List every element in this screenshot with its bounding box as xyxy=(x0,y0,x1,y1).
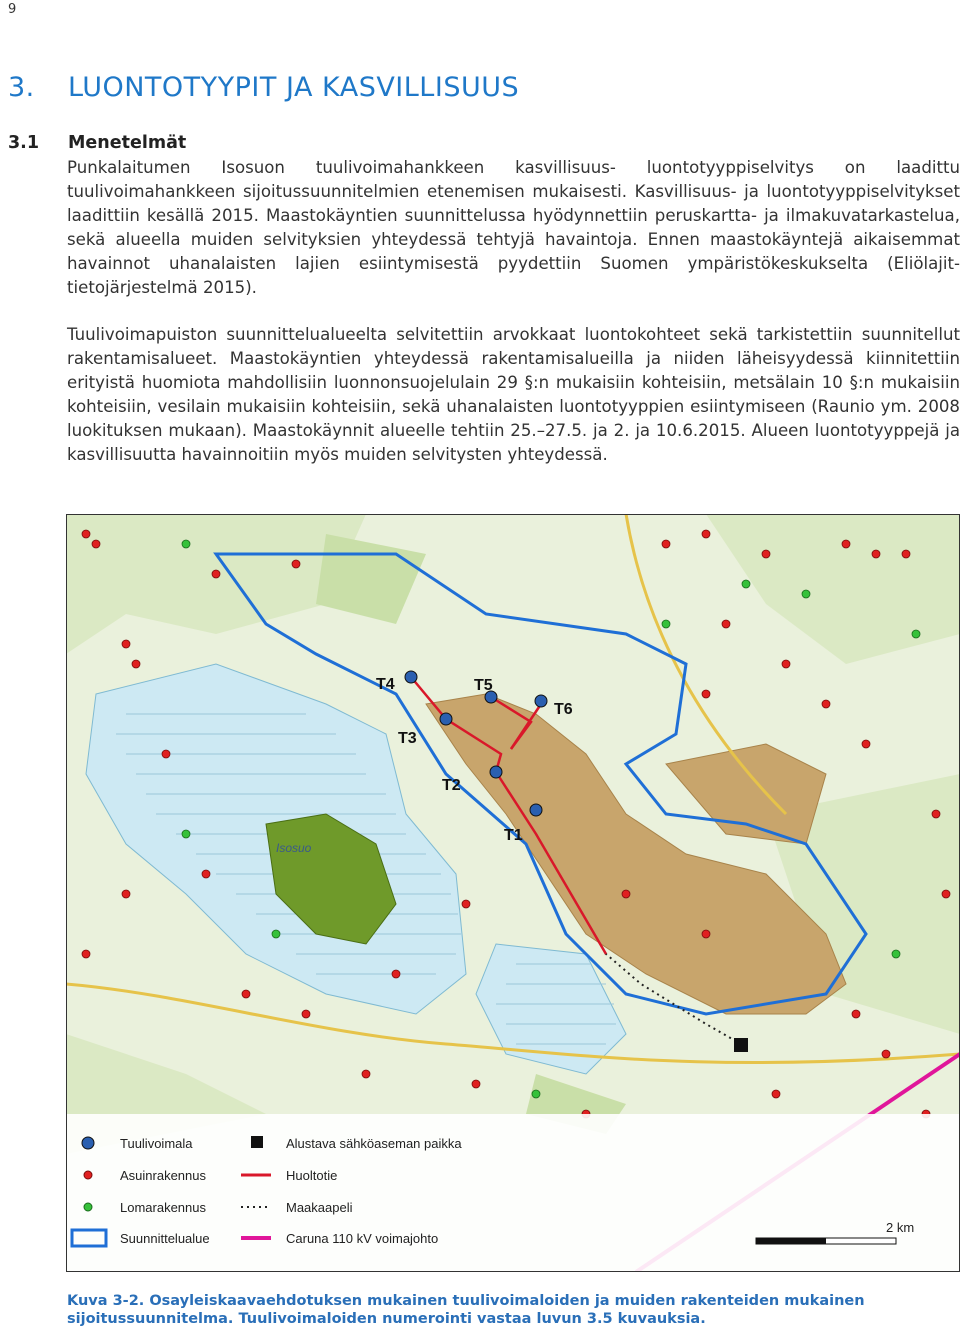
legend-residence-icon xyxy=(84,1171,92,1179)
legend-cottage-icon xyxy=(84,1203,92,1211)
substation-marker xyxy=(734,1038,748,1052)
legend-turbine-icon xyxy=(82,1137,94,1149)
map-svg xyxy=(66,514,960,1272)
turbine-label-T2: T2 xyxy=(442,777,461,794)
chapter-title: LUONTOTYYPIT JA KASVILLISUUS xyxy=(68,72,520,103)
legend-power-line: Caruna 110 kV voimajohto xyxy=(286,1231,439,1246)
turbine-label-T3: T3 xyxy=(398,730,417,747)
paragraph-survey: Tuulivoimapuiston suunnittelualueelta selvitettiin arvokkaat luontokohteet sekä tarkistettiin suunnitellut rakentamisalueet. Maastokäyntien yhteydessä rakentamisalueilla ja niiden läheisyydessä kiinnitettiin erityistä huomiota mahdollisiin luonnonsuojelulain 29 §:n mukaisiin kohteisiin, metsälain 10 §:n mukaisiin kohteisiin, vesilain mukaisiin kohteisiin, sekä uhanalaisten luontotyyppien esiintymiseen (Raunio ym. 2008 luokituksen mukaan). Maastokäynnit alueelle tehtiin 25.–27.5. ja 2. ja 10.6.2015. Alueen luontotyyppejä ja kasvillisuutta havainnoitiin myös muiden selvitysten yhteydessä. xyxy=(67,325,960,464)
section-title: Menetelmät xyxy=(68,133,187,153)
site-map xyxy=(66,514,960,1272)
legend-cottage: Lomarakennus xyxy=(120,1200,206,1215)
turbine-T6 xyxy=(535,695,547,707)
turbine-T1 xyxy=(530,804,542,816)
turbine-T4 xyxy=(405,671,417,683)
legend-cable: Maakaapeli xyxy=(286,1200,353,1215)
map-legend xyxy=(66,1114,960,1272)
legend-substation-icon xyxy=(251,1136,263,1148)
page-number: 9 xyxy=(8,2,17,17)
legend-residence: Asuinrakennus xyxy=(120,1168,206,1183)
turbine-label-T5: T5 xyxy=(474,677,493,694)
place-label: Isosuo xyxy=(276,841,312,855)
section-number: 3.1 xyxy=(8,133,40,153)
turbine-label-T4: T4 xyxy=(376,676,395,693)
legend-substation: Alustava sähköaseman paikka xyxy=(286,1136,462,1151)
section-heading xyxy=(8,133,186,153)
figure-caption: Kuva 3-2. Osayleiskaavaehdotuksen mukainen tuulivoimaloiden ja muiden rakenteiden mukainen sijoitussuunnitelma. Tuulivoimaloiden numerointi vastaa luvun 3.5 kuvauksia. xyxy=(67,1293,865,1327)
legend-planning-area: Suunnittelualue xyxy=(120,1231,210,1246)
turbine-T2 xyxy=(490,766,502,778)
turbine-label-T6: T6 xyxy=(554,701,573,718)
legend-turbine: Tuulivoimala xyxy=(120,1136,193,1151)
chapter-heading xyxy=(8,72,519,103)
chapter-number: 3. xyxy=(8,72,35,103)
turbine-T3 xyxy=(440,713,452,725)
scale-label: 2 km xyxy=(886,1220,915,1235)
paragraph-methods: Punkalaitumen Isosuon tuulivoimahankkeen kasvillisuus- luontotyyppiselvitys on laadittu tuulivoimahankkeen sijoitussuunnitelmien etenemisen mukaisesti. Kasvillisuus- ja luontotyyppiselvitykset laadittiin kesällä 2015. Maastokäyntien suunnittelussa hyödynnettiin peruskartta- ja ilmakuvatarkastelua, sekä alueella muiden selvityksien yhteydessä tehtyjä havaintoja. Ennen maastokäyntejä aikaisemmat havainnot uhanalaisten lajien esiintymisestä pyydettiin Suomen ympäristökeskukselta (Eliölajit-tietojärjestelmä 2015). xyxy=(67,158,960,297)
turbine-label-T1: T1 xyxy=(504,827,523,844)
legend-service-road: Huoltotie xyxy=(286,1168,338,1183)
